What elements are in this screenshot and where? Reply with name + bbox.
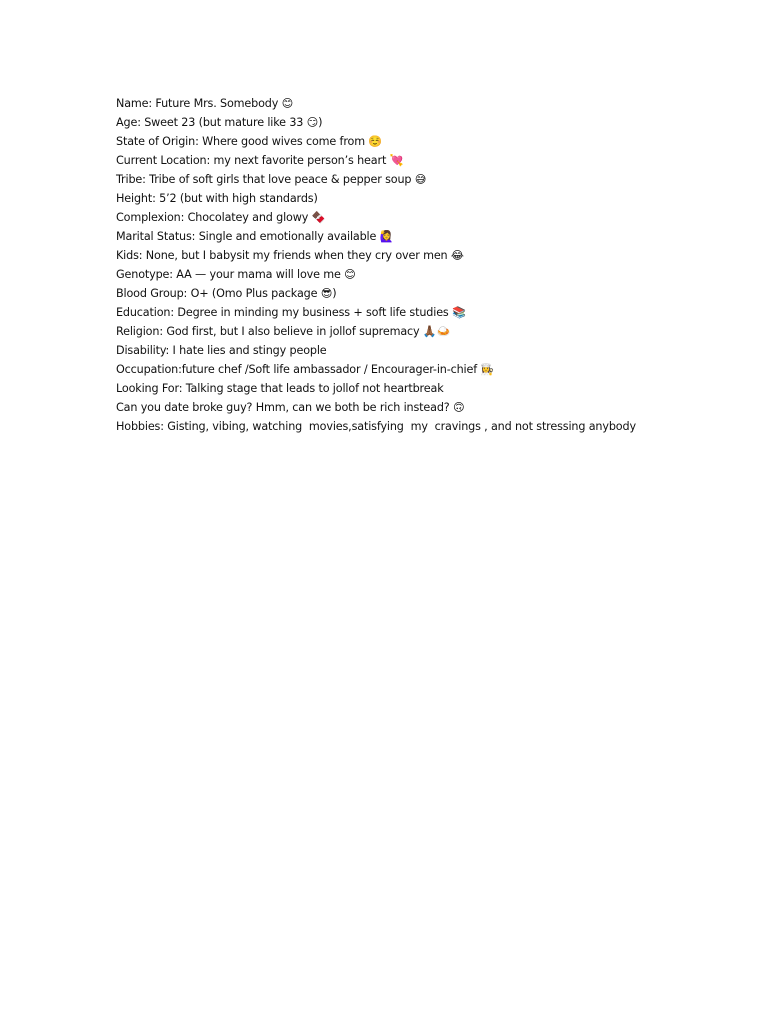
profile-line-education: Education: Degree in minding my business + soft life studies 📚	[116, 306, 466, 319]
profile-line-marital-status: Marital Status: Single and emotionally available 🙋‍♀️	[116, 230, 394, 243]
profile-line-tribe: Tribe: Tribe of soft girls that love peace & pepper soup 😅	[116, 173, 427, 186]
profile-line-looking-for: Looking For: Talking stage that leads to jollof not heartbreak	[116, 382, 444, 395]
profile-line-height: Height: 5’2 (but with high standards)	[116, 192, 318, 205]
profile-line-age: Age: Sweet 23 (but mature like 33 😏)	[116, 116, 323, 129]
profile-line-kids: Kids: None, but I babysit my friends when they cry over men 😂	[116, 249, 464, 262]
profile-line-disability: Disability: I hate lies and stingy people	[116, 344, 327, 357]
profile-line-current-location: Current Location: my next favorite person’s heart 💘	[116, 154, 404, 167]
profile-line-complexion: Complexion: Chocolatey and glowy 🍫	[116, 211, 326, 224]
profile-line-blood-group: Blood Group: O+ (Omo Plus package 😎)	[116, 287, 337, 300]
profile-line-genotype: Genotype: AA — your mama will love me 😊	[116, 268, 356, 281]
profile-text-block	[116, 94, 736, 436]
profile-line-hobbies: Hobbies: Gisting, vibing, watching movies,satisfying my cravings , and not stressing anybody	[116, 420, 636, 433]
profile-line-religion: Religion: God first, but I also believe in jollof supremacy 🙏🏾🍛	[116, 325, 451, 338]
profile-line-date-question: Can you date broke guy? Hmm, can we both be rich instead? 🙃	[116, 401, 465, 414]
profile-line-name: Name: Future Mrs. Somebody 😊	[116, 97, 294, 110]
profile-line-occupation: Occupation:future chef /Soft life ambassador / Encourager-in-chief 👩‍🍳	[116, 363, 495, 376]
profile-line-state-of-origin: State of Origin: Where good wives come from ☺️	[116, 135, 383, 148]
